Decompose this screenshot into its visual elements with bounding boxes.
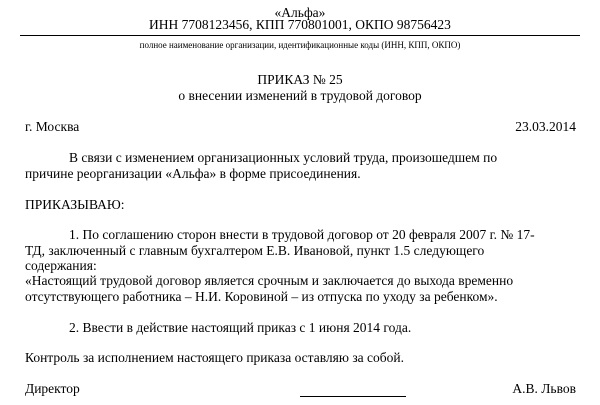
organization-caption: полное наименование организации, идентификационные коды (ИНН, КПП, ОКПО) (139, 40, 461, 50)
order-keyword: ПРИКАЗЫВАЮ: (25, 197, 125, 212)
control-statement: Контроль за исполнением настоящего приказа оставляю за собой. (25, 350, 404, 365)
document-subtitle: о внесении изменений в трудовой договор (178, 88, 422, 103)
signature-name: А.В. Львов (512, 381, 576, 396)
signature-line (300, 396, 406, 397)
item-1-line: содержания: (25, 258, 97, 273)
preamble-line: В связи с изменением организационных условий труда, произошедшем по (69, 150, 498, 165)
item-1-line: ТД, заключенный с главным бухгалтером Е.В. Ивановой, пункт 1.5 следующего (25, 243, 485, 258)
preamble-line: причине реорганизации «Альфа» в форме присоединения. (25, 166, 361, 181)
item-1-quote-line: «Настоящий трудовой договор является срочным и заключается до выхода временно (25, 273, 514, 288)
document-date: 23.03.2014 (515, 119, 576, 134)
item-1-line: 1. По соглашению сторон внести в трудовой договор от 20 февраля 2007 г. № 17- (69, 227, 535, 242)
header-underline (20, 35, 580, 36)
document-title: ПРИКАЗ № 25 (257, 72, 343, 87)
signature-position: Директор (25, 381, 80, 396)
item-1-quote-line: отсутствующего работника – Н.И. Коровиной – из отпуска по уходу за ребенком». (25, 289, 498, 304)
organization-name: «Альфа» (274, 5, 326, 20)
organization-codes: ИНН 7708123456, КПП 770801001, ОКПО 98756423 (149, 17, 451, 32)
item-2: 2. Ввести в действие настоящий приказ с 1 июня 2014 года. (69, 320, 412, 335)
document-place: г. Москва (25, 119, 80, 134)
